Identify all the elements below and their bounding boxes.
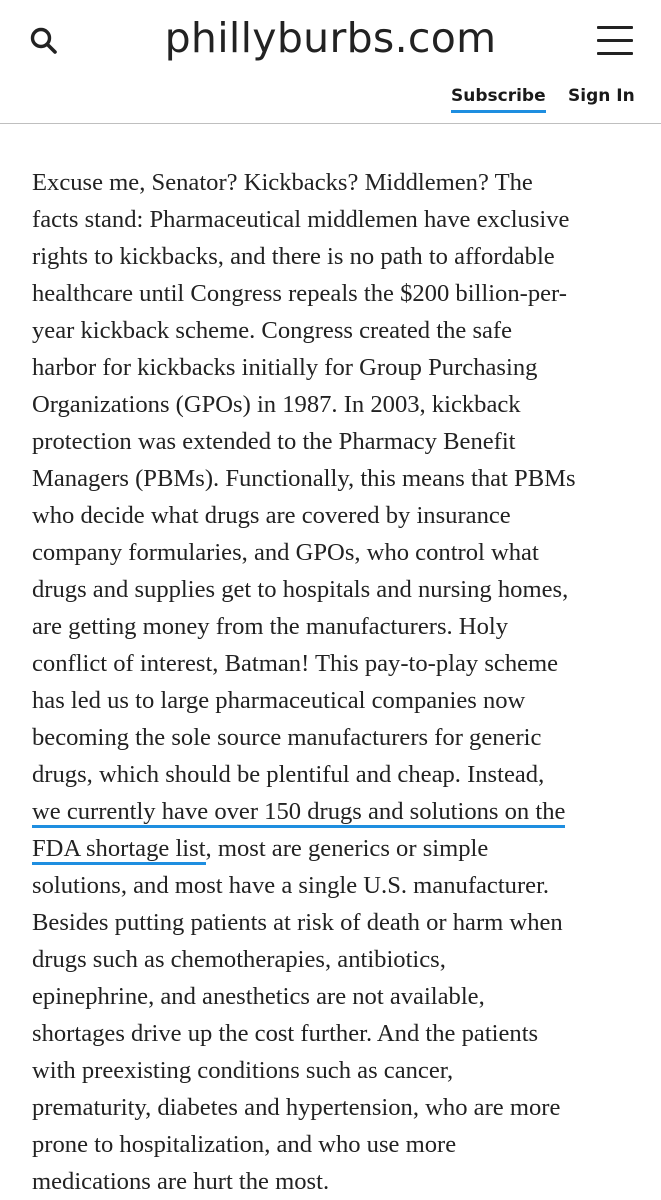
sign-in-link[interactable]: Sign In: [568, 86, 635, 106]
fda-shortage-list-link[interactable]: we currently have over 150 drugs and solutions on the: [32, 798, 565, 828]
fda-shortage-list-link[interactable]: FDA shortage list: [32, 835, 206, 865]
article-line: Managers (PBMs). Functionally, this means that PBMs: [32, 465, 576, 492]
article-line: Excuse me, Senator? Kickbacks? Middlemen? The: [32, 169, 533, 196]
article-line: healthcare until Congress repeals the $200 billion-per-: [32, 280, 567, 307]
site-header: [0, 0, 661, 124]
article-line: drugs and supplies get to hospitals and nursing homes,: [32, 576, 569, 603]
article-line: prematurity, diabetes and hypertension, who are more: [32, 1094, 561, 1121]
site-logo-link[interactable]: phillyburbs.com: [164, 14, 497, 62]
article-line: [32, 830, 632, 867]
article-line: harbor for kickbacks initially for Group Purchasing: [32, 354, 538, 381]
article-line: epinephrine, and anesthetics are not available,: [32, 983, 485, 1010]
article-line: facts stand: Pharmaceutical middlemen have exclusive: [32, 206, 570, 233]
search-icon: [28, 25, 62, 59]
article-line: Organizations (GPOs) in 1987. In 2003, kickback: [32, 391, 521, 418]
article-line: [32, 793, 632, 830]
article-line: company formularies, and GPOs, who control what: [32, 539, 539, 566]
article-line: who decide what drugs are covered by insurance: [32, 502, 511, 529]
article-line: prone to hospitalization, and who use more: [32, 1131, 457, 1158]
article-line: year kickback scheme. Congress created the safe: [32, 317, 513, 344]
article-body: [32, 164, 632, 1200]
search-button[interactable]: [28, 25, 62, 59]
article-line: are getting money from the manufacturers. Holy: [32, 613, 508, 640]
article-line: has led us to large pharmaceutical companies now: [32, 687, 526, 714]
article-text: , most are generics or simple: [205, 835, 489, 862]
article-line: rights to kickbacks, and there is no path to affordable: [32, 243, 555, 270]
article-line: shortages drive up the cost further. And the patients: [32, 1020, 539, 1047]
article-line: becoming the sole source manufacturers for generic: [32, 724, 542, 751]
article-line: medications are hurt the most.: [32, 1168, 330, 1195]
article-line: with preexisting conditions such as cancer,: [32, 1057, 454, 1084]
site-logo: [0, 14, 661, 62]
article-line: conflict of interest, Batman! This pay-to-play scheme: [32, 650, 559, 677]
article-line: Besides putting patients at risk of death or harm when: [32, 909, 563, 936]
subscribe-link[interactable]: Subscribe: [451, 86, 546, 113]
menu-button[interactable]: [597, 26, 633, 56]
article-line: drugs, which should be plentiful and cheap. Instead,: [32, 761, 545, 788]
article-line: protection was extended to the Pharmacy Benefit: [32, 428, 516, 455]
hamburger-menu-icon: [597, 52, 633, 55]
article-line: drugs such as chemotherapies, antibiotics,: [32, 946, 446, 973]
hamburger-menu-icon: [597, 39, 633, 42]
hamburger-menu-icon: [597, 26, 633, 29]
article-line: solutions, and most have a single U.S. manufacturer.: [32, 872, 550, 899]
